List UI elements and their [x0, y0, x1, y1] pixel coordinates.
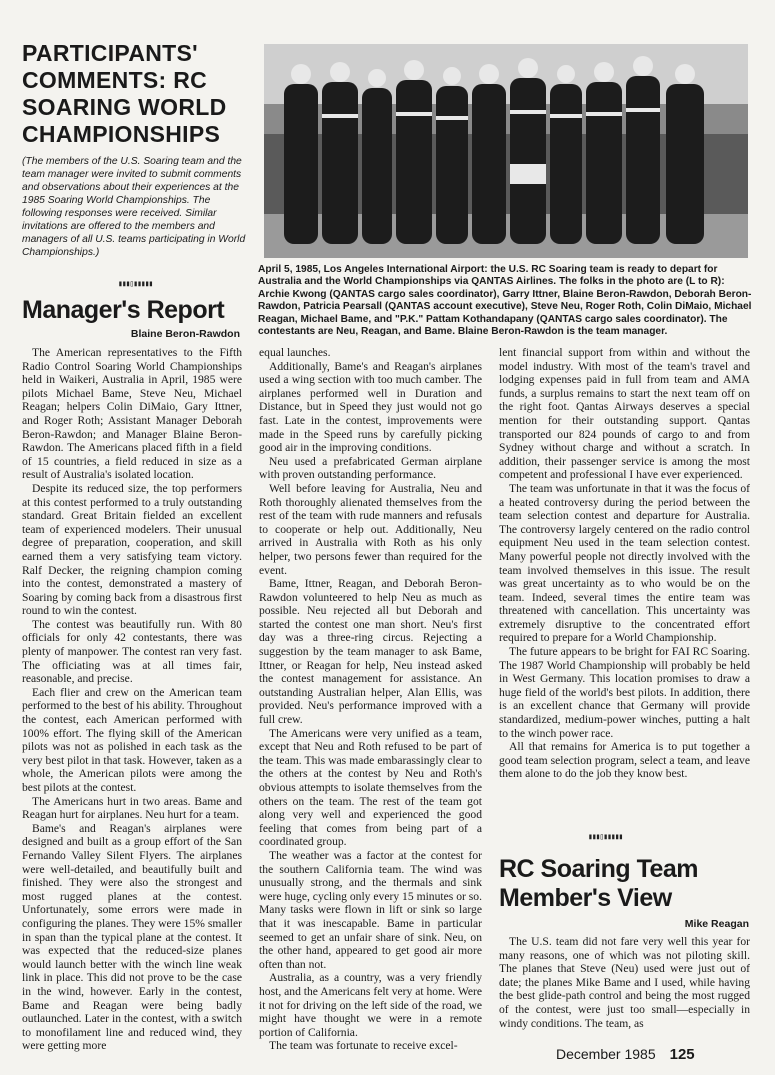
- paragraph: equal launches.: [259, 346, 331, 359]
- paragraph: The team was fortunate to receive excel-: [269, 1039, 458, 1053]
- article-title: PARTICIPANTS' COMMENTS: RC SOARING WORLD CHAMPIONSHIPS: [22, 40, 227, 147]
- team-view-byline: Mike Reagan: [684, 918, 749, 930]
- paragraph: Bame, Ittner, Reagan, and Deborah Beron-Rawdon volunteered to help Neu as much as possible. Neu rejected all but Deborah and started the contest one man short. Neu's first day was a three-ring circus. Rejecting a suggestion by the team manager to ask Bame, Ittner, or Reagan for help, Neu instead asked the contest management for assistance. An outstanding Australian helper, Alan Ellis, was provided. Neu's performance improved with a full crew.: [259, 577, 482, 727]
- paragraph: lent financial support from within and without the model industry. With most of the team's travel and lodging expenses paid in full from team and AMA funds, a surplus remains to start the next team off on the right foot. Qantas Airways deserves a special mention for their outstanding support. Qantas transported our 824 pounds of cargo to and from Sydney without charge and without a scratch. In addition, their passenger service is among the most competent and professional I have ever experienced.: [499, 346, 750, 482]
- paragraph: The weather was a factor at the contest for the southern California team. The wind was unusually strong, and the thermals and sink were huge, cycling only every 15 minutes or so. Many tasks were flown in lift or sink so large that it was inescapable. Bame in particular seemed to get an unfair share of sink. Neu, on the other hand, appeared to get good air more often than not.: [259, 848, 482, 971]
- column-2: [259, 346, 482, 1053]
- page-number: 125: [669, 1046, 695, 1063]
- paragraph: The contest was beautifully run. With 80 officials for only 42 contestants, there was plenty of manpower. The contest ran very fast. The officiating was at all times fair, reasonable, and precise.: [22, 617, 242, 686]
- paragraph: Well before leaving for Australia, Neu and Roth thoroughly alienated themselves from the rest of the team with rude manners and refusals to cooperate or help out. Additionally, Neu arrived in Australia with Roth as his only helper, two persons fewer than required for the event.: [259, 481, 482, 577]
- team-view-body: [499, 935, 750, 1030]
- paragraph: The team was unfortunate in that it was the focus of a heated controversy during the period between the team selection contest and departure for Australia. The controversy largely centered on the radio control equipment Neu used in the team selection contest. Many powerful people not directly involved with the team involved themselves in this issue. The result was great uncertainty as to who would be on the team. Indeed, several times the entire team was threatened with cancellation. This uncertainty was extremely disruptive to the concentrated effort required to prepare for a World Championship.: [499, 481, 750, 645]
- section-divider: ▮▮▮▯▮▮▮▮▮: [588, 833, 623, 842]
- paragraph: All that remains for America is to put together a good team selection program, select a team, and leave them alone to do the job they know best.: [499, 740, 750, 781]
- paragraph: Each flier and crew on the American team performed to the best of his ability. Throughout the contest, each American performed with 100% effort. The flying skill of the American pilots was not as polished in each task as the very best pilot in that task. However, taken as a whole, the American pilots were among the best pilots at the contest.: [22, 685, 242, 794]
- paragraph: Despite its reduced size, the top performers at this contest performed to a truly outstanding standard. Great Britain fielded an excellent team of experienced modelers. Their unusual degree of preparation, cooperation, and skill earned them a very satisfying team victory. Ralf Decker, the reigning champion coming into the contest, demonstrated a mastery of Soaring by coming back from a disastrous first round to win the contest.: [22, 481, 242, 618]
- team-photo: [264, 44, 748, 258]
- manager-report-byline: Blaine Beron-Rawdon: [130, 328, 240, 340]
- column-3: [499, 346, 750, 781]
- intro-note: (The members of the U.S. Soaring team and the team manager were invited to submit comments and observations about their experiences at the 1985 Soaring World Championships. The following responses were received. Similar invitations are offered to the members and managers of all U.S. teams participating in World Championships.): [22, 156, 246, 258]
- section-divider: ▮▮▮▯▮▮▮▮▮: [118, 280, 153, 289]
- paragraph: Australia, as a country, was a very friendly host, and the Americans felt very at home. Were it not for driving on the left side of the road, we might have thought we were in a remote portion of California.: [259, 971, 482, 1039]
- manager-report-heading: Manager's Report: [22, 296, 225, 324]
- column-1: [22, 346, 242, 1053]
- team-photo-image: [264, 44, 748, 258]
- paragraph: Neu used a prefabricated German airplane with proven outstanding performance.: [259, 454, 482, 482]
- photo-caption: April 5, 1985, Los Angeles International Airport: the U.S. RC Soaring team is ready to depart for Australia and the World Championships via QANTAS Airlines. The folks in the photo are (L to R): Archie Kwong (QANTAS cargo sales coordinator), Garry Ittner, Blaine Beron-Rawdon, Deborah Beron-Rawdon, Patricia Pearsall (QANTAS account executive), Steve Neu, Roger Roth, Colin DiMaio, Michael Reagan, Michael Bame, and "P.K." Pattam Kothandapany (QANTAS cargo sales coordinator). The contestants are Neu, Reagan, and Bame. Blaine Beron-Rawdon is the team manager.: [258, 264, 752, 338]
- issue-date: December 1985: [556, 1046, 656, 1062]
- paragraph: The Americans hurt in two areas. Bame and Reagan hurt for airplanes. Neu hurt for a team.: [22, 794, 242, 822]
- paragraph: The future appears to be bright for FAI RC Soaring. The 1987 World Championship will probably be held in West Germany. This location promises to draw a huge field of the world's best pilots. In addition, there is an excellent chance that Germany will provide standardized, medium-power winches, putting a halt to the winch power race.: [499, 645, 750, 740]
- paragraph: The American representatives to the Fifth Radio Control Soaring World Championships held in Waikeri, Australia in April, 1985 were pilots Michael Bame, Steve Neu, Michael Reagan; helpers Colin DiMaio, Gary Ittner, and Roger Roth; Assistant Manager Deborah Beron-Rawdon; and Manager Blaine Beron-Rawdon. The Americans placed fifth in a field of 15 countries, a field reduced in size as a result of Australia's isolated location.: [22, 346, 242, 482]
- page-footer: [556, 1046, 695, 1063]
- paragraph: Bame's and Reagan's airplanes were designed and built as a group effort of the San Fernando Valley Silent Flyers. The airplanes were well-detailed, and beautifully built and finished. They were also the strongest and most rugged planes at the contest. Unfortunately, some errors were made in configuring the planes. They were 15% smaller in span than the typical plane at the contest. It was expected that the reduced-size planes would launch better with the winch line weak link in place. This did not prove to be the case in the wind, however. Early in the contest, Bame and Reagan were being badly outlaunched. Later in the contest, with a switch to monofilament line and reduced wind, they were getting more: [22, 821, 242, 1053]
- team-view-heading: RC Soaring Team Member's View: [499, 855, 699, 912]
- paragraph: The U.S. team did not fare very well this year for many reasons, one of which was not piloting skill. The planes that Steve (Neu) used were just out of date; the planes Mike Bame and I used, while having the best glide-path control and being the most rugged of the contest, were just too small—especially in windy conditions. The team, as: [499, 935, 750, 1030]
- paragraph: The Americans were very unified as a team, except that Neu and Roth refused to be part of the team. This was made embarassingly clear to the others at the contest by Neu and Roth's obvious attempts to isolate themselves from the others on the team. The rest of the team got along very well and experienced the good feeling that comes from being part of a coordinated group.: [259, 726, 482, 849]
- paragraph: Additionally, Bame's and Reagan's airplanes used a wing section with too much camber. The airplanes performed well in Duration and Distance, but in Speed they just would not go fast. Late in the contest, improvements were made in the Speed runs by carefully picking good air in the improving conditions.: [259, 359, 482, 455]
